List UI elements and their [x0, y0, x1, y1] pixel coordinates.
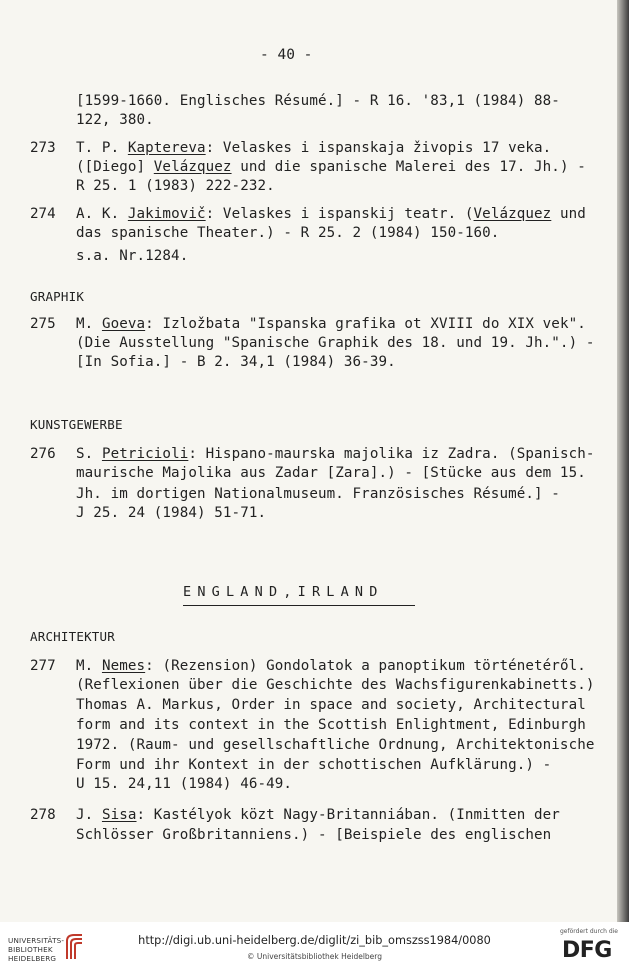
text-line — [76, 158, 586, 176]
author-name: Velázquez — [473, 206, 552, 222]
text-span: : Velaskes i ispanskaja živopis 17 veka. — [205, 140, 552, 156]
text-span: das spanische Theater.) - R 25. 2 (1984) 150-160. — [76, 225, 500, 241]
text-span: form and its context in the Scottish Enlightment, Edinburgh — [76, 717, 586, 733]
author-name: Nemes — [101, 658, 146, 674]
library-logo-line: HEIDELBERG — [8, 954, 57, 963]
page-edge-shadow — [617, 0, 629, 922]
text-span: J 25. 24 (1984) 51-71. — [76, 505, 267, 521]
dfg-funding-note: gefördert durch die — [560, 928, 618, 935]
text-line — [76, 775, 292, 793]
entry-number: 276 — [30, 446, 56, 462]
text-line — [76, 716, 586, 734]
text-line — [76, 334, 595, 352]
entry-number: 274 — [30, 206, 56, 222]
entry-number: 275 — [30, 316, 56, 332]
text-span: J. — [76, 807, 102, 823]
dfg-logo: DFG — [562, 938, 612, 963]
text-span: : Izložbata "Ispanska grafika ot XVIII do XIX vek". — [145, 316, 586, 332]
text-span: A. K. — [76, 206, 128, 222]
text-span: 122, 380. — [76, 112, 154, 128]
text-span: maurische Majolika aus Zadar [Zara].) - [Stücke aus dem 15. — [76, 465, 586, 481]
author-name: Jakimovič — [127, 206, 206, 222]
text-span: T. P. — [76, 140, 128, 156]
text-span: und — [551, 206, 586, 222]
text-span: und die spanische Malerei des 17. Jh.) - — [231, 159, 586, 175]
text-span: s.a. Nr.1284. — [76, 248, 189, 264]
text-line — [76, 676, 595, 694]
author-name: Velázquez — [153, 159, 232, 175]
text-span: (Reflexionen über die Geschichte des Wachsfigurenkabinetts.) — [76, 677, 595, 693]
text-line — [76, 756, 551, 774]
text-span: Thomas A. Markus, Order in space and society, Architectural — [76, 697, 586, 713]
text-line — [76, 696, 586, 714]
entry-number: 273 — [30, 140, 56, 156]
text-span: Form und ihr Kontext in der schottischen Aufklärung.) - — [76, 757, 552, 773]
section-heading-kunstgewerbe: KUNSTGEWERBE — [30, 417, 123, 432]
text-span: 1972. (Raum- und gesellschaftliche Ordnung, Architektonische — [76, 737, 595, 753]
author-name: Kaptereva — [127, 140, 206, 156]
text-line — [76, 315, 586, 333]
text-span: [In Sofia.] - B 2. 34,1 (1984) 36-39. — [76, 354, 396, 370]
text-line — [76, 806, 560, 824]
entry-number: 278 — [30, 807, 56, 823]
text-span: M. — [76, 658, 102, 674]
text-span: Schlösser Großbritanniens.) - [Beispiele des englischen — [76, 827, 552, 843]
text-span: U 15. 24,11 (1984) 46-49. — [76, 776, 293, 792]
text-span: [1599-1660. Englisches Résumé.] - R 16. '83,1 (1984) 88- — [76, 93, 560, 109]
text-line — [76, 111, 154, 129]
text-line — [76, 485, 560, 503]
text-line — [76, 205, 586, 223]
text-line — [76, 445, 595, 463]
section-heading-architektur: ARCHITEKTUR — [30, 629, 115, 644]
author-name: Petricioli — [101, 446, 189, 462]
text-span: M. — [76, 316, 102, 332]
text-line — [76, 504, 266, 522]
text-span: S. — [76, 446, 102, 462]
text-span: : Kastélyok közt Nagy-Britanniában. (Inmitten der — [136, 807, 560, 823]
text-line — [76, 736, 595, 754]
source-url-link[interactable]: http://digi.ub.uni-heidelberg.de/diglit/zi_bib_omszss1984/0080 — [138, 934, 491, 947]
text-line — [76, 224, 499, 242]
text-line — [76, 464, 586, 482]
page-number: - 40 - — [260, 47, 313, 63]
library-logo-line: UNIVERSITÄTS- — [8, 936, 65, 945]
text-line — [76, 657, 586, 675]
text-line — [76, 247, 188, 265]
text-line — [76, 353, 396, 371]
text-span: : (Rezension) Gondolatok a panoptikum történetéről. — [145, 658, 586, 674]
text-span: Jh. im dortigen Nationalmuseum. Französisches Résumé.] - — [76, 486, 560, 502]
copyright-notice: © Universitätsbibliothek Heidelberg — [246, 952, 382, 961]
section-heading-graphik: GRAPHIK — [30, 289, 85, 304]
entry-number: 277 — [30, 658, 56, 674]
library-logo-line: BIBLIOTHEK — [8, 945, 53, 954]
text-span: R 25. 1 (1983) 222-232. — [76, 178, 275, 194]
text-span: (Die Ausstellung "Spanische Graphik des 18. und 19. Jh.".) - — [76, 335, 595, 351]
text-span: : Velaskes i ispanskij teatr. ( — [205, 206, 474, 222]
text-line — [76, 826, 551, 844]
author-name: Goeva — [101, 316, 146, 332]
text-line — [76, 177, 275, 195]
author-name: Sisa — [101, 807, 137, 823]
text-span: : Hispano-maurska majolika iz Zadra. (Spanisch- — [188, 446, 595, 462]
text-line — [76, 139, 551, 157]
country-heading: ENGLAND,IRLAND — [183, 582, 415, 606]
text-line — [76, 92, 560, 110]
text-span: ([Diego] — [76, 159, 154, 175]
